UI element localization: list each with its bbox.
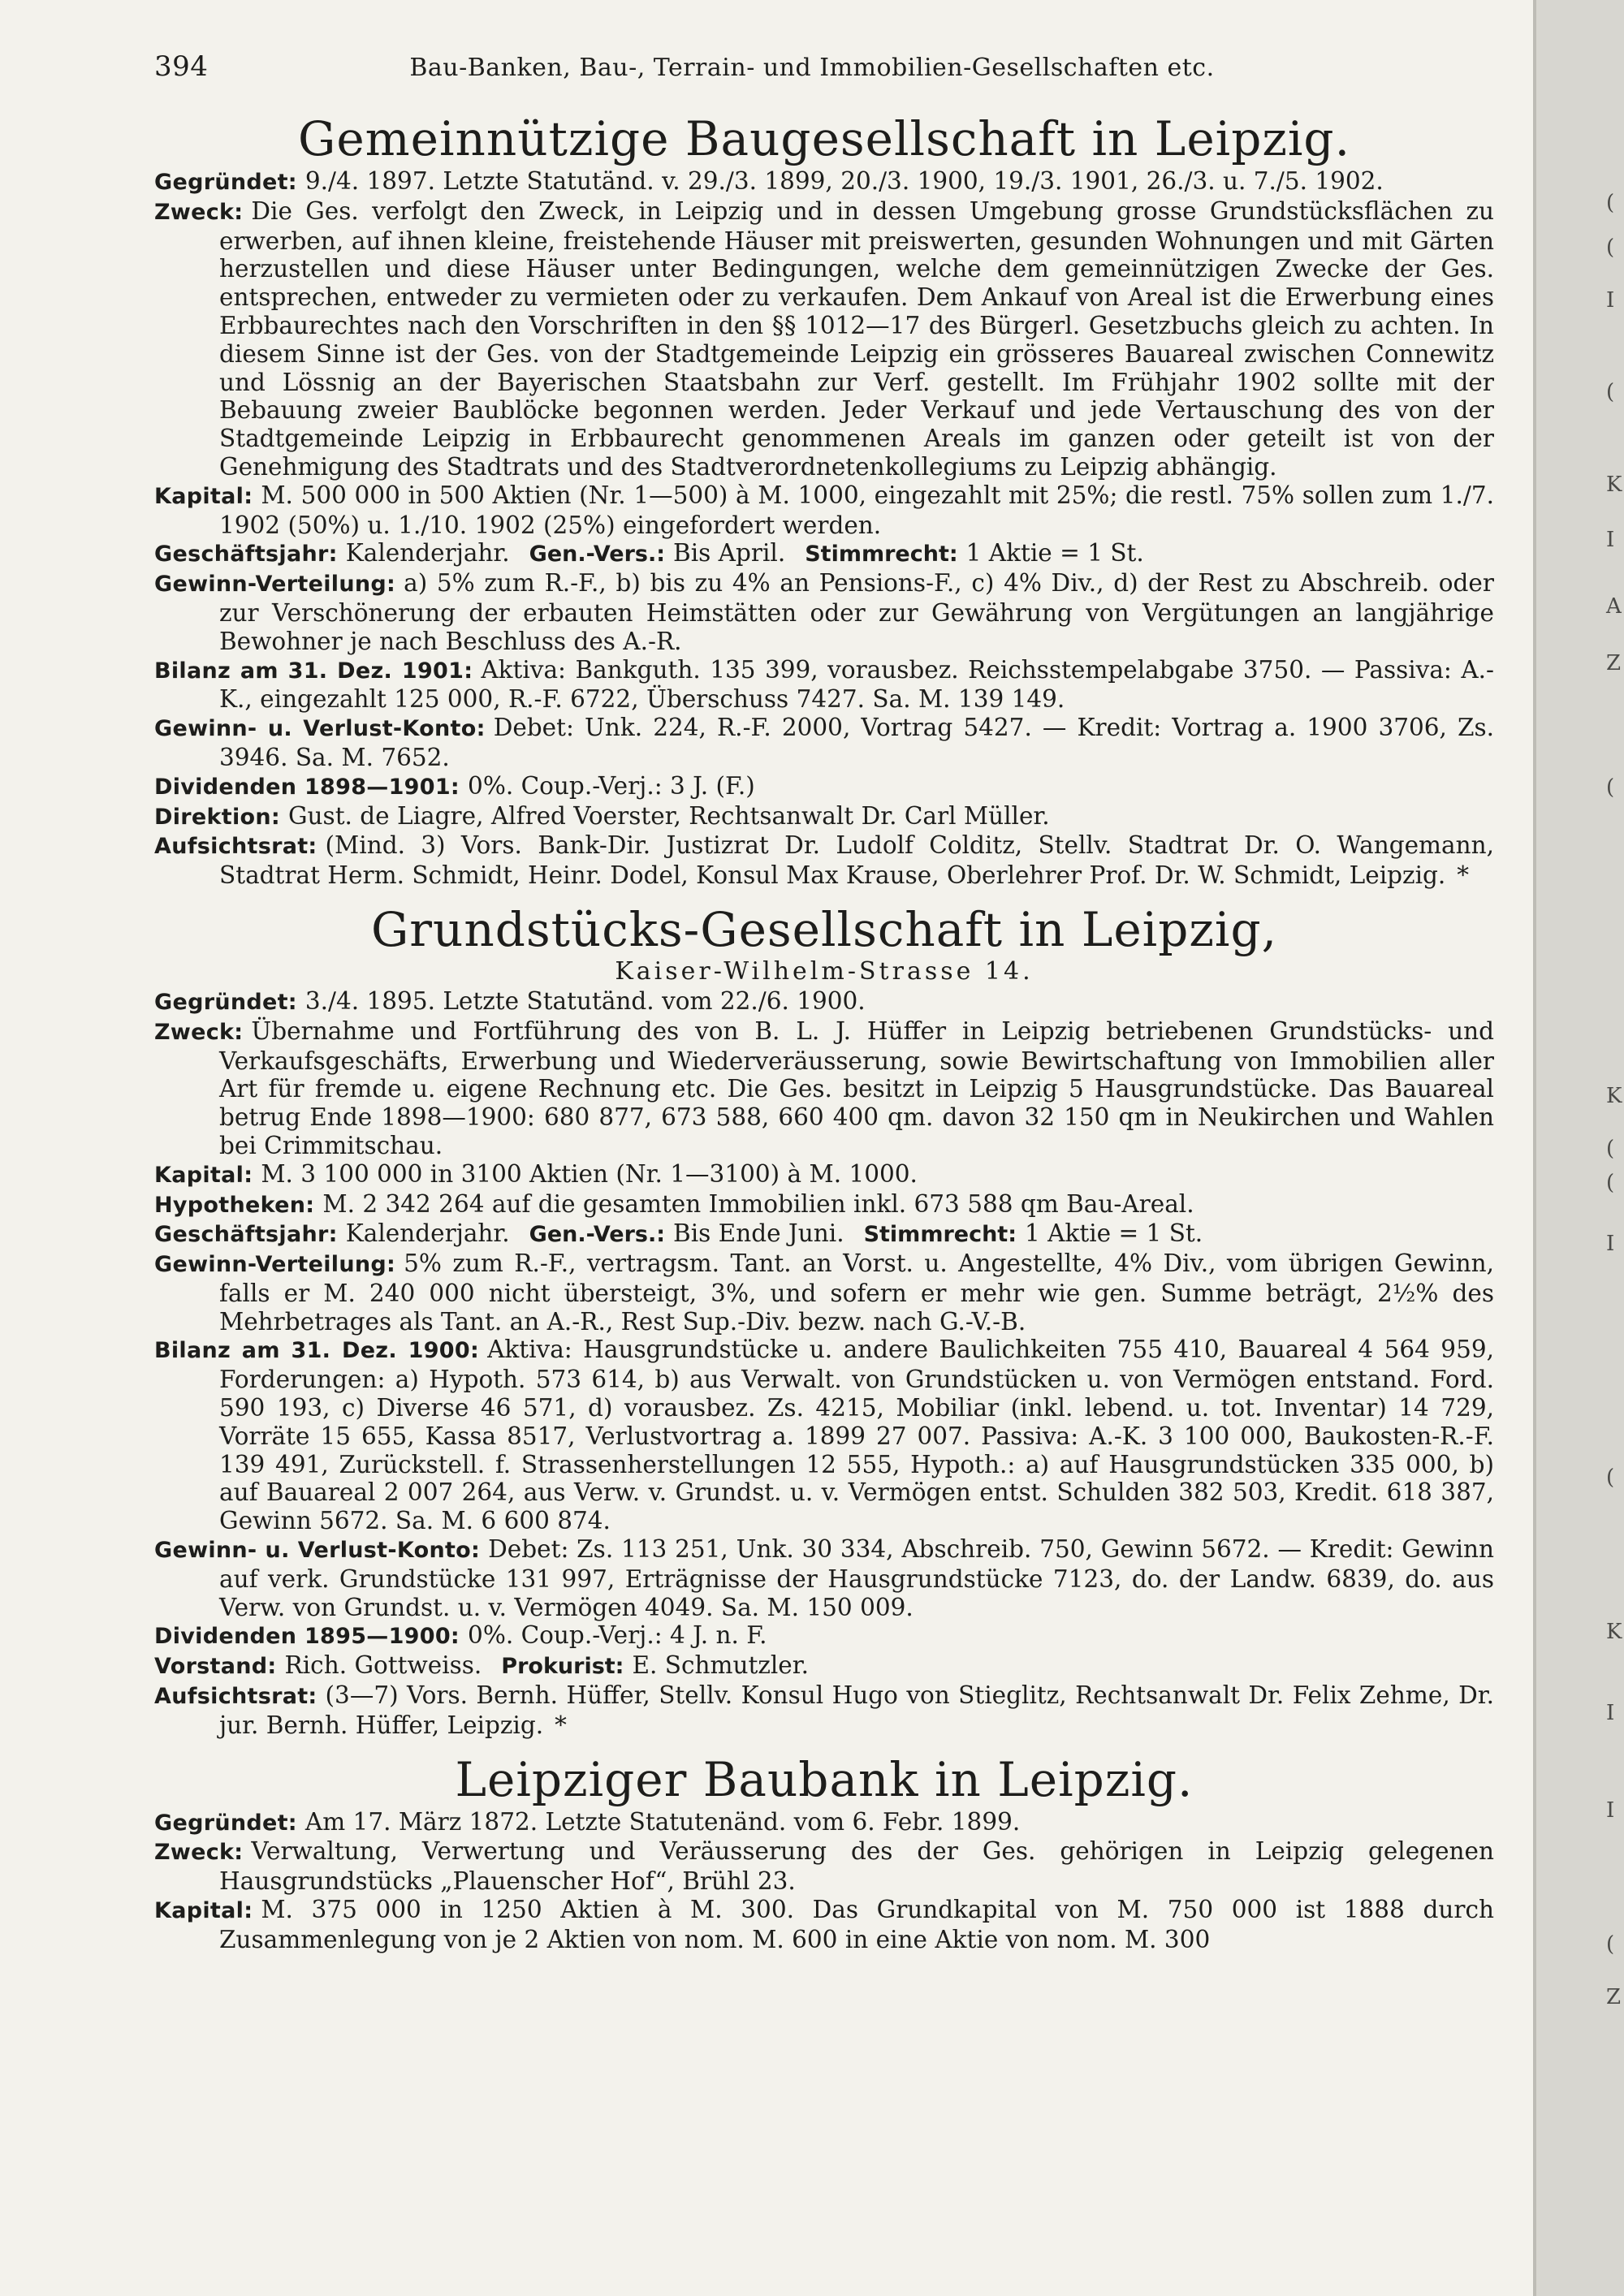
margin-fragment: I xyxy=(1606,1232,1615,1256)
entry-text: Gust. de Liagre, Alfred Voerster, Rechtsanwalt Dr. Carl Müller. xyxy=(287,801,1050,830)
entry-star: * xyxy=(1457,861,1470,890)
entry-text: (Mind. 3) Vors. Bank-Dir. Justizrat Dr. Ludolf Colditz, Stellv. Stadtrat Dr. O. Wangemann, Stadtrat Herm. Schmidt, Heinr. Dodel, Konsul Max Krause, Oberlehrer Prof. Dr. W. Schmidt, Leipzig. xyxy=(219,831,1494,890)
entry-sub-text: Bis Ende Juni. xyxy=(673,1219,844,1248)
entry-label: Gewinn- u. Verlust-Konto: xyxy=(154,1538,481,1564)
entry-row xyxy=(154,1621,1494,1651)
entry-row xyxy=(154,1808,1494,1838)
entry-label: Geschäftsjahr: xyxy=(154,542,338,568)
entry-text: (3—7) Vors. Bernh. Hüffer, Stellv. Konsul Hugo von Stieglitz, Rechtsanwalt Dr. Felix Zehme, Dr. jur. Bernh. Hüffer, Leipzig. xyxy=(219,1681,1494,1739)
entry-row xyxy=(154,1535,1494,1621)
entry-text: 0%. Coup.-Verj.: 4 J. n. F. xyxy=(468,1621,767,1650)
margin-fragment: K xyxy=(1606,473,1622,497)
adjacent-page-edge xyxy=(1533,0,1624,2296)
company-address: Kaiser-Wilhelm-Strasse 14. xyxy=(615,956,1034,986)
margin-fragment: K xyxy=(1606,1084,1622,1108)
entry-row xyxy=(154,802,1494,832)
entry-row xyxy=(154,1249,1494,1336)
margin-fragment: ( xyxy=(1606,380,1615,404)
entry-sub-text: Bis April. xyxy=(673,539,786,568)
entry-row xyxy=(154,1651,1494,1681)
entry-row xyxy=(154,539,1494,569)
entry-row xyxy=(154,772,1494,802)
entry-label: Kapital: xyxy=(154,483,253,509)
entry-row xyxy=(154,1896,1494,1954)
entry-row xyxy=(154,1017,1494,1160)
entry-row xyxy=(154,656,1494,714)
margin-fragment: ( xyxy=(1606,1932,1615,1957)
margin-fragment: ( xyxy=(1606,1465,1615,1490)
entry-sub-label: Stimmrecht: xyxy=(805,542,958,568)
entry-label: Kapital: xyxy=(154,1898,253,1924)
margin-fragment: I xyxy=(1606,528,1615,552)
company-list xyxy=(154,110,1494,1954)
entry-row xyxy=(154,1160,1494,1190)
entry-text: 5% zum R.-F., vertragsm. Tant. an Vorst. u. Angestellte, 4% Div., vom übrigen Gewinn, falls er M. 240 000 nicht übersteigt, 3%, und sofern er mehr wie gen. Summe beträgt, 2½% des Mehrbetrages als Tant. an A.-R., Rest Sup.-Div. bezw. nach G.-V.-B. xyxy=(219,1249,1494,1336)
margin-fragment: I xyxy=(1606,1798,1615,1823)
entry-row xyxy=(154,714,1494,772)
entry-row xyxy=(154,987,1494,1017)
entry-row xyxy=(154,1837,1494,1896)
company-section xyxy=(154,1751,1494,1954)
entry-label: Zweck: xyxy=(154,1019,244,1045)
entry-label: Bilanz am 31. Dez. 1900: xyxy=(154,1338,480,1364)
margin-fragment: Z xyxy=(1606,1985,1622,2009)
page-number: 394 xyxy=(154,50,209,83)
entry-sub-text: E. Schmutzler. xyxy=(632,1651,810,1680)
entry-label: Gegründet: xyxy=(154,989,297,1015)
margin-fragment: Z xyxy=(1606,651,1622,675)
entry-row xyxy=(154,1190,1494,1220)
entry-sub-label: Stimmrecht: xyxy=(863,1222,1017,1248)
entry-text: M. 500 000 in 500 Aktien (Nr. 1—500) à M. 1000, eingezahlt mit 25%; die restl. 75% sollen zum 1./7. 1902 (50%) u. 1./10. 1902 (25%) eingefordert werden. xyxy=(219,481,1494,539)
entry-text: Die Ges. verfolgt den Zweck, in Leipzig und in dessen Umgebung grosse Grundstücksflächen zu erwerben, auf ihnen kleine, freistehende Häuser mit preiswerten, gesunden Wohnungen und mit Gärten herzustellen und diese Häuser unter Bedingungen, welche dem gemeinnützigen Zwecke der Ges. entsprechen, entweder zu vermieten oder zu verkaufen. Dem Ankauf von Areal ist die Erwerbung eines Erbbaurechtes nach den Vorschriften in den §§ 1012—17 des Bürgerl. Gesetzbuchs gleich zu achten. In diesem Sinne ist der Ges. von der Stadtgemeinde Leipzig ein grösseres Bauareal zwischen Connewitz und Lössnig an der Bayerischen Staatsbahn zur Verf. gestellt. Im Frühjahr 1902 sollte mit der Bebauung zweier Baublöcke begonnen werden. Jeder Verkauf und jede Vertauschung des von der Stadtgemeinde Leipzig in Erbbaurecht genommenen Areals im ganzen oder geteilt ist von der Genehmigung des Stadtrats und des Stadtverordnetenkollegiums zu Leipzig abhängig. xyxy=(219,196,1494,481)
margin-fragment: K xyxy=(1606,1620,1622,1644)
entry-label: Geschäftsjahr: xyxy=(154,1222,338,1248)
company-name: Leipziger Baubank in Leipzig. xyxy=(455,1751,1194,1807)
entry-sub-label: Gen.-Vers.: xyxy=(529,1222,666,1248)
entry-row xyxy=(154,1336,1494,1535)
entry-label: Gegründet: xyxy=(154,170,297,195)
entry-label: Zweck: xyxy=(154,199,244,225)
entry-text: Debet: Unk. 224, R.-F. 2000, Vortrag 5427. — Kredit: Vortrag a. 1900 3706, Zs. 3946. Sa. M. 7652. xyxy=(219,714,1494,771)
entry-text: Am 17. März 1872. Letzte Statutenänd. vom 6. Febr. 1899. xyxy=(304,1807,1021,1836)
margin-fragment: ( xyxy=(1606,191,1615,215)
entry-label: Vorstand: xyxy=(154,1654,277,1680)
entry-star: * xyxy=(555,1711,567,1739)
entry-row xyxy=(154,167,1494,197)
running-header xyxy=(154,50,1494,99)
entry-text: M. 3 100 000 in 3100 Aktien (Nr. 1—3100) à M. 1000. xyxy=(261,1159,918,1188)
margin-fragment: ( xyxy=(1606,1137,1615,1161)
entry-label: Aufsichtsrat: xyxy=(154,1684,317,1710)
entry-sub-label: Gen.-Vers.: xyxy=(529,542,666,568)
margin-fragment: I xyxy=(1606,1701,1615,1725)
entry-row xyxy=(154,1681,1494,1740)
entry-text: a) 5% zum R.-F., b) bis zu 4% an Pensions-F., c) 4% Div., d) der Rest zu Abschreib. oder zur Verschönerung der erbauten Heimstätten oder zur Gewährung von Vergütungen an langjährige Bewohner je nach Beschluss des A.-R. xyxy=(219,569,1494,655)
entry-text: Rich. Gottweiss. xyxy=(284,1651,482,1680)
entry-label: Zweck: xyxy=(154,1840,244,1866)
entry-text: Übernahme und Fortführung des von B. L. J. Hüffer in Leipzig betriebenen Grundstücks- und Verkaufsgeschäfts, Erwerbung und Wiederveräusserung, sowie Bewirtschaftung von Immobilien aller Art für fremde u. eigene Rechnung etc. Die Ges. besitzt in Leipzig 5 Hausgrundstücke. Das Bauareal betrug Ende 1898—1900: 680 877, 673 588, 660 400 qm. davon 32 150 qm in Neukirchen und Wahlen bei Crimmitschau. xyxy=(219,1016,1494,1159)
entry-label: Gegründet: xyxy=(154,1810,297,1836)
entry-label: Dividenden 1898—1901: xyxy=(154,774,460,800)
entry-row xyxy=(154,569,1494,655)
entry-text: Kalenderjahr. xyxy=(345,1219,510,1248)
margin-fragment: ( xyxy=(1606,775,1615,800)
entry-label: Kapital: xyxy=(154,1162,253,1188)
entry-text: Aktiva: Hausgrundstücke u. andere Baulichkeiten 755 410, Bauareal 4 564 959, Forderungen: a) Hypoth. 573 614, b) aus Verwalt. von Grundstücken u. von Vermögen entstand. Ford. 590 193, c) Diverse 46 571, d) vorausbez. Zs. 4215, Mobiliar (inkl. lebend. u. tot. Inventar) 14 729, Vorräte 15 655, Kassa 8517, Verlustvortrag a. 1899 27 007. Passiva: A.-K. 3 100 000, Baukosten-R.-F. 139 491, Zurückstell. f. Strassenherstellungen 12 555, Hypoth.: a) auf Hausgrundstücken 335 000, b) auf Bauareal 2 007 264, aus Verw. v. Grundst. u. v. Vermögen entst. Schulden 382 503, Kredit. 618 387, Gewinn 5672. Sa. M. 6 600 874. xyxy=(219,1336,1494,1535)
margin-fragment: A xyxy=(1606,594,1622,619)
margin-fragment: ( xyxy=(1606,1171,1615,1195)
company-section xyxy=(154,110,1494,890)
entry-label: Gewinn-Verteilung: xyxy=(154,572,396,598)
entry-text: M. 375 000 in 1250 Aktien à M. 300. Das Grundkapital von M. 750 000 ist 1888 durch Zusammenlegung von je 2 Aktien von nom. M. 600 in eine Aktie von nom. M. 300 xyxy=(219,1896,1494,1953)
entry-row xyxy=(154,197,1494,481)
entry-text: 0%. Coup.-Verj.: 3 J. (F.) xyxy=(468,771,755,800)
entry-row xyxy=(154,481,1494,540)
company-name: Gemeinnützige Baugesellschaft in Leipzig. xyxy=(297,111,1350,166)
entry-text: M. 2 342 264 auf die gesamten Immobilien inkl. 673 588 qm Bau-Areal. xyxy=(322,1189,1194,1218)
margin-fragment: ( xyxy=(1606,235,1615,260)
entry-label: Direktion: xyxy=(154,804,280,830)
entry-text: 3./4. 1895. Letzte Statutänd. vom 22./6. 1900. xyxy=(304,986,866,1015)
entry-label: Gewinn- u. Verlust-Konto: xyxy=(154,716,486,742)
running-title: Bau-Banken, Bau-, Terrain- und Immobilien-Gesellschaften etc. xyxy=(409,54,1215,82)
entry-label: Dividenden 1895—1900: xyxy=(154,1624,460,1650)
entry-label: Aufsichtsrat: xyxy=(154,834,317,860)
entry-sub-text: 1 Aktie = 1 St. xyxy=(965,539,1144,568)
entry-label: Gewinn-Verteilung: xyxy=(154,1252,396,1278)
page-content xyxy=(154,50,1494,1954)
margin-fragment: I xyxy=(1606,288,1615,313)
entry-sub-text: 1 Aktie = 1 St. xyxy=(1025,1219,1203,1248)
entry-label: Hypotheken: xyxy=(154,1192,315,1218)
entry-sub-label: Prokurist: xyxy=(501,1654,624,1680)
entry-row xyxy=(154,1219,1494,1249)
entry-label: Bilanz am 31. Dez. 1901: xyxy=(154,658,473,684)
entry-text: 9./4. 1897. Letzte Statutänd. v. 29./3. 1899, 20./3. 1900, 19./3. 1901, 26./3. u. 7./5. 1902. xyxy=(304,167,1384,195)
entry-text: Verwaltung, Verwertung und Veräusserung des der Ges. gehörigen in Leipzig gelegenen Hausgrundstücks „Plauenscher Hof“, Brühl 23. xyxy=(219,1837,1494,1896)
entry-row xyxy=(154,831,1494,890)
company-name: Grundstücks-Gesellschaft in Leipzig, xyxy=(370,901,1278,957)
entry-text: Aktiva: Bankguth. 135 399, vorausbez. Reichsstempelabgabe 3750. — Passiva: A.-K., eingezahlt 125 000, R.-F. 6722, Überschuss 7427. Sa. M. 139 149. xyxy=(219,655,1494,714)
entry-text: Kalenderjahr. xyxy=(345,539,510,568)
entry-text: Debet: Zs. 113 251, Unk. 30 334, Abschreib. 750, Gewinn 5672. — Kredit: Gewinn auf verk. Grundstücke 131 997, Erträgnisse der Hausgrundstücke 7123, do. der Landw. 6839, do. aus Verw. von Grundst. u. v. Vermögen 4049. Sa. M. 150 009. xyxy=(219,1535,1495,1621)
company-section xyxy=(154,901,1494,1740)
